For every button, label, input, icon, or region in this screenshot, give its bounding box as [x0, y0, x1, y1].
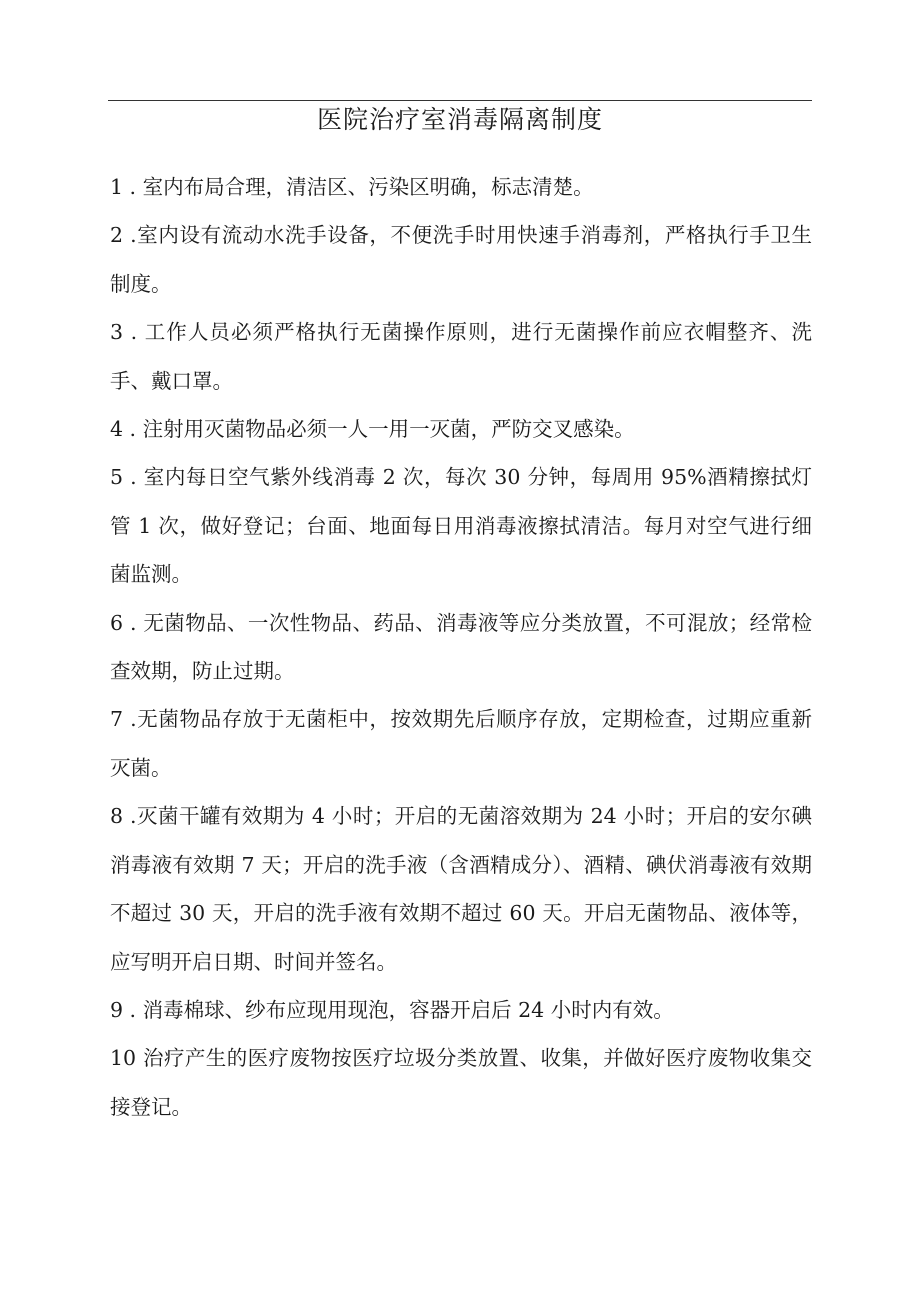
regulation-item-2: 2 .室内设有流动水洗手设备，不便洗手时用快速手消毒剂，严格执行手卫生制度。	[110, 223, 812, 296]
regulation-item-6: 6 . 无菌物品、一次性物品、药品、消毒液等应分类放置，不可混放；经常检查效期，防止过期。	[110, 610, 812, 684]
regulation-item-4: 4 . 注射用灭菌物品必须一人一用一灭菌，严防交叉感染。	[110, 417, 635, 442]
regulation-item-9: 9 . 消毒棉球、纱布应现用现泡，容器开启后 24 小时内有效。	[110, 997, 674, 1022]
regulation-list	[110, 163, 812, 1131]
document-title: 医院治疗室消毒隔离制度	[316, 105, 603, 134]
regulation-item-10: 10 治疗产生的医疗废物按医疗垃圾分类放置、收集，并做好医疗废物收集交接登记。	[110, 1046, 812, 1119]
top-divider	[108, 100, 812, 101]
regulation-item-3: 3 . 工作人员必须严格执行无菌操作原则，进行无菌操作前应衣帽整齐、洗手、戴口罩。	[110, 320, 812, 393]
regulation-item-7: 7 .无菌物品存放于无菌柜中，按效期先后顺序存放，定期检查，过期应重新灭菌。	[110, 707, 812, 780]
regulation-item-8: 8 .灭菌干罐有效期为 4 小时；开启的无菌溶效期为 24 小时；开启的安尔碘消毒液有效期 7 天；开启的洗手液（含酒精成分）、酒精、碘伏消毒液有效期不超过 30 天，开启的洗手液有效期不超过 60 天。开启无菌物品、液体等，应写明开启日期、时间并签名。	[110, 804, 812, 974]
regulation-item-5: 5 . 室内每日空气紫外线消毒 2 次，每次 30 分钟，每周用 95%酒精擦拭灯管 1 次，做好登记；台面、地面每日用消毒液擦拭清洁。每月对空气进行细菌监测。	[110, 465, 812, 587]
regulation-item-1: 1 . 室内布局合理，清洁区、污染区明确，标志清楚。	[110, 175, 594, 199]
